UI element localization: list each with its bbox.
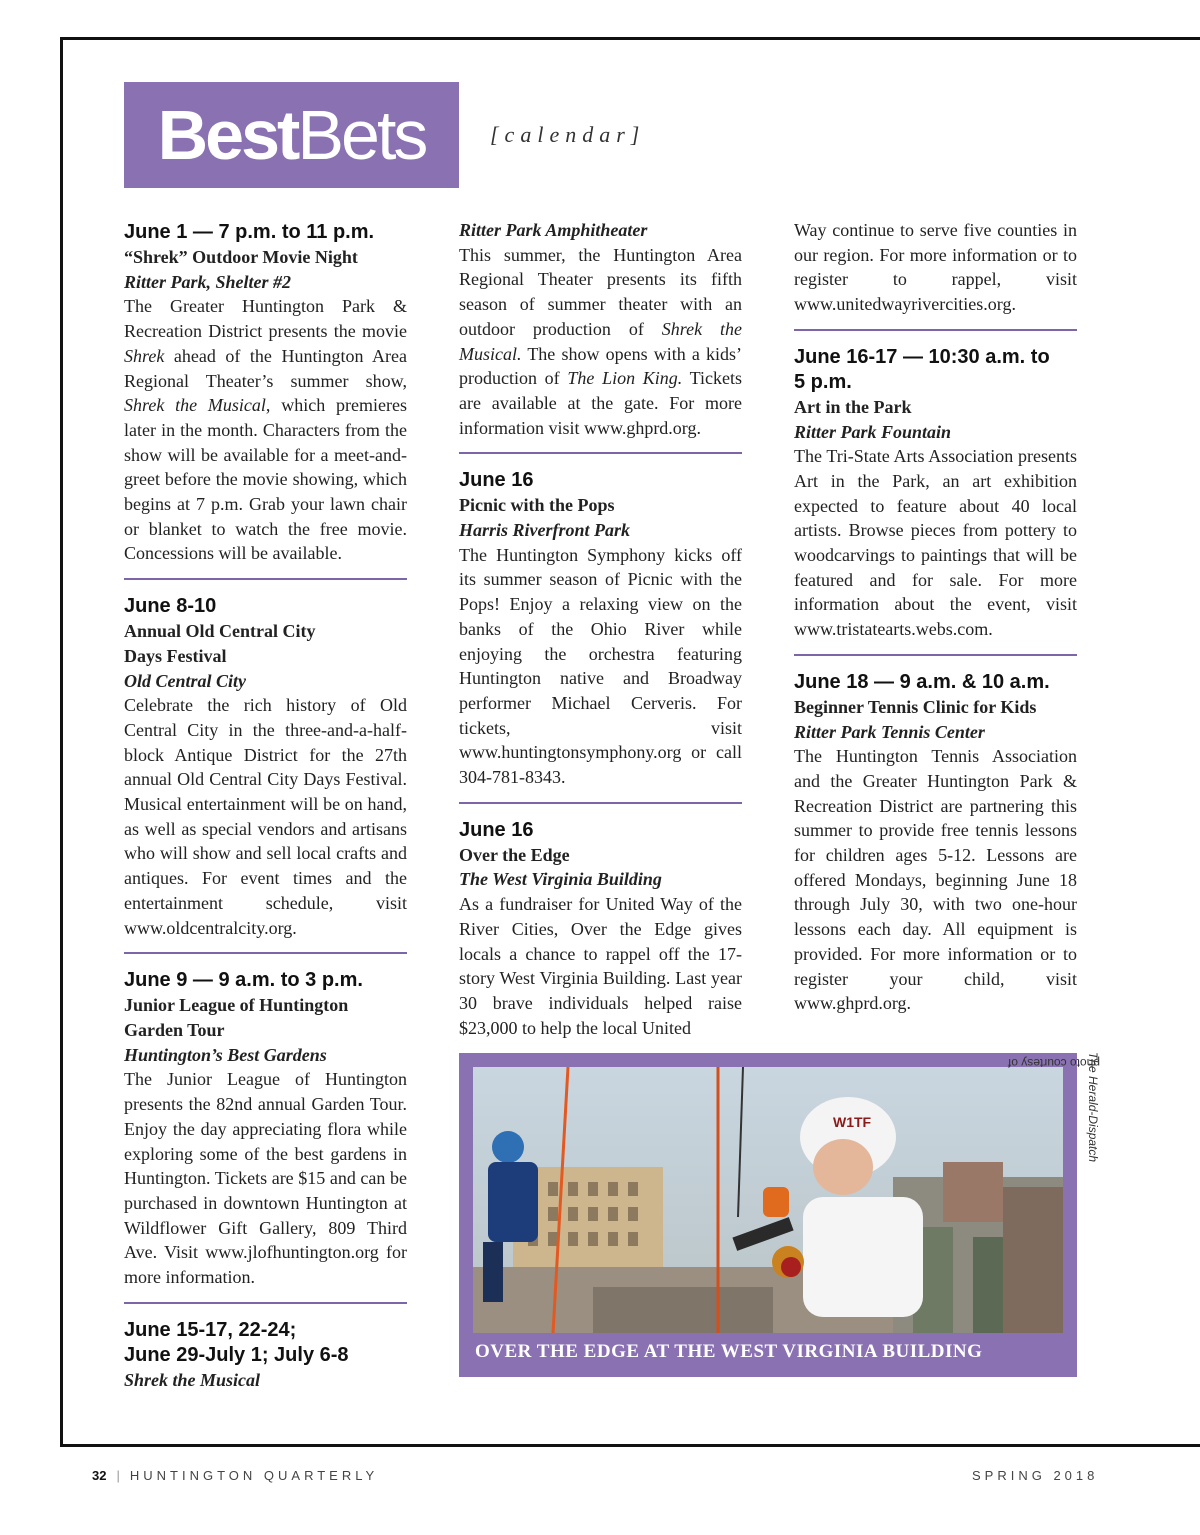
event-shrek-musical-continued <box>459 218 742 440</box>
rappel-photo <box>473 1067 1063 1333</box>
event-location: Huntington’s Best Gardens <box>124 1044 327 1065</box>
event-date: June 9 — 9 a.m. to 3 p.m. <box>124 969 363 992</box>
event-body: As a fundraiser for United Way of the River Cities, Over the Edge gives locals a chance to rappel off the 17-story West Virginia Building. Last year 30 brave individuals helped raise $23,000 to help the local United <box>459 894 742 1038</box>
event-location: Ritter Park, Shelter #2 <box>124 271 292 292</box>
event-body: The Tri-State Arts Association presents Art in the Park, an art exhibition expected to feature about 40 local artists. Browse pieces from pottery to woodcarvings to paintings that will be featured and for sale. For more information about the event, visit www.tristatearts.webs.com. <box>794 446 1077 640</box>
best-bets-masthead <box>124 82 459 188</box>
event-body: Way continue to serve five counties in our region. For more information or to register to rappel, visit www.unitedwayrivercities.org. <box>794 220 1077 315</box>
event-location: Old Central City <box>124 670 247 691</box>
helmet-label: W1TF <box>833 1114 872 1130</box>
event-title: “Shrek” Outdoor Movie Night <box>124 247 358 267</box>
event-date: June 18 — 9 a.m. & 10 a.m. <box>794 670 1050 693</box>
event-location: Harris Riverfront Park <box>459 520 631 541</box>
event-location: Ritter Park Amphitheater <box>459 220 648 240</box>
event-divider <box>459 452 742 454</box>
event-body: The Junior League of Huntington presents the 82nd annual Garden Tour. Enjoy the day appreciating flora while exploring some of the best gardens in Huntington. Tickets are $15 and can be purchased in downtown Huntington at Wildflower Gift Gallery, 809 Third Ave. Visit www.jlofhuntington.org for more information. <box>124 1069 407 1288</box>
photo-box <box>459 1053 1077 1377</box>
column-1 <box>124 218 407 1392</box>
event-body: Celebrate the rich history of Old Central City in the three-and-a-half-block Antique District for the 27th annual Old Central City Days Festival. Musical entertainment will be on hand, as well as special vendors and artisans who will show and sell local crafts and antiques. For event times and the entertainment schedule, visit www.oldcentralcity.org. <box>124 695 407 938</box>
event-date: June 16 <box>459 818 534 841</box>
event-divider <box>124 578 407 580</box>
publication-name: HUNTINGTON QUARTERLY <box>129 1468 379 1483</box>
footer-separator: | <box>116 1468 120 1483</box>
event-title: Art in the Park <box>794 396 912 417</box>
event-divider <box>124 1302 407 1304</box>
event-shrek-musical <box>124 1318 407 1393</box>
event-title: Picnic with the Pops <box>459 495 615 516</box>
footer-left <box>92 1468 378 1483</box>
event-divider <box>459 802 742 804</box>
event-location: The West Virginia Building <box>459 869 662 890</box>
event-date: June 16-17 — 10:30 a.m. to 5 p.m. <box>794 345 1050 393</box>
event-title: Over the Edge <box>459 844 570 865</box>
event-date: June 16 <box>459 469 534 492</box>
event-title: Beginner Tennis Clinic for Kids <box>794 696 1037 717</box>
event-body: The Greater Huntington Park & Recreation District presents the movie Shrek ahead of the Huntington Area Regional Theater’s summer show, Shrek the Musical, which premieres later in the month. Characters from the show will be available for a meet-and-greet before the movie showing, which begins at 7 p.m. Grab your lawn chair or blanket to watch the free movie. Concessions will be available. <box>124 296 407 564</box>
event-tennis-clinic <box>794 670 1077 1016</box>
event-date: June 15-17, 22-24; June 29-July 1; July 6-8 <box>124 1318 349 1366</box>
brand-bold: Best <box>157 96 298 174</box>
event-divider <box>794 654 1077 656</box>
event-title: Annual Old Central City Days Festival <box>124 621 316 666</box>
event-body: This summer, the Huntington Area Regional Theater presents its fifth season of summer theater with an outdoor production of Shrek the Musical. The show opens with a kids’ production of The Lion King. Tickets are available at the gate. For more information visit www.ghprd.org. <box>459 244 742 438</box>
event-divider <box>124 952 407 954</box>
event-old-central-city-days <box>124 594 407 940</box>
event-date: June 8-10 <box>124 595 217 618</box>
event-garden-tour <box>124 968 407 1289</box>
event-body: The Huntington Tennis Association and the Greater Huntington Park & Recreation District are partnering this summer to provide free tennis lessons for children ages 5-12. Lessons are offered Mondays, beginning June 18 through July 30, with two one-hour lessons each day. All equipment is provided. For more information or to register your child, visit www.ghprd.org. <box>794 746 1077 1014</box>
event-location: Ritter Park Tennis Center <box>794 721 985 742</box>
event-location: Ritter Park Fountain <box>794 421 952 442</box>
photo-credit: photo courtesy of The Herald-Dispatch <box>1007 1052 1100 1163</box>
event-title: Shrek the Musical <box>124 1369 261 1390</box>
event-date: June 1 — 7 p.m. to 11 p.m. <box>124 221 375 243</box>
issue-label: SPRING 2018 <box>972 1468 1099 1483</box>
brand-light: Bets <box>297 96 426 174</box>
event-shrek-movie-night <box>124 220 407 566</box>
column-2 <box>459 218 742 1040</box>
event-over-the-edge-continued <box>794 218 1077 317</box>
section-tag: [calendar] <box>490 122 646 147</box>
photo-caption: OVER THE EDGE AT THE WEST VIRGINIA BUILDING <box>475 1341 983 1362</box>
event-title: Junior League of Huntington Garden Tour <box>124 995 349 1040</box>
page-number: 32 <box>92 1468 107 1483</box>
column-3 <box>794 218 1077 1016</box>
event-art-in-the-park <box>794 345 1077 642</box>
event-body: The Huntington Symphony kicks off its summer season of Picnic with the Pops! Enjoy a relaxing view on the banks of the Ohio River while enjoying the orchestra featuring Huntington native and Broadway performer Michael Cerveris. For tickets, visit www.huntingtonsymphony.org or call 304-781-8343. <box>459 544 742 788</box>
event-over-the-edge <box>459 818 742 1041</box>
event-picnic-with-the-pops <box>459 468 742 789</box>
event-divider <box>794 329 1077 331</box>
